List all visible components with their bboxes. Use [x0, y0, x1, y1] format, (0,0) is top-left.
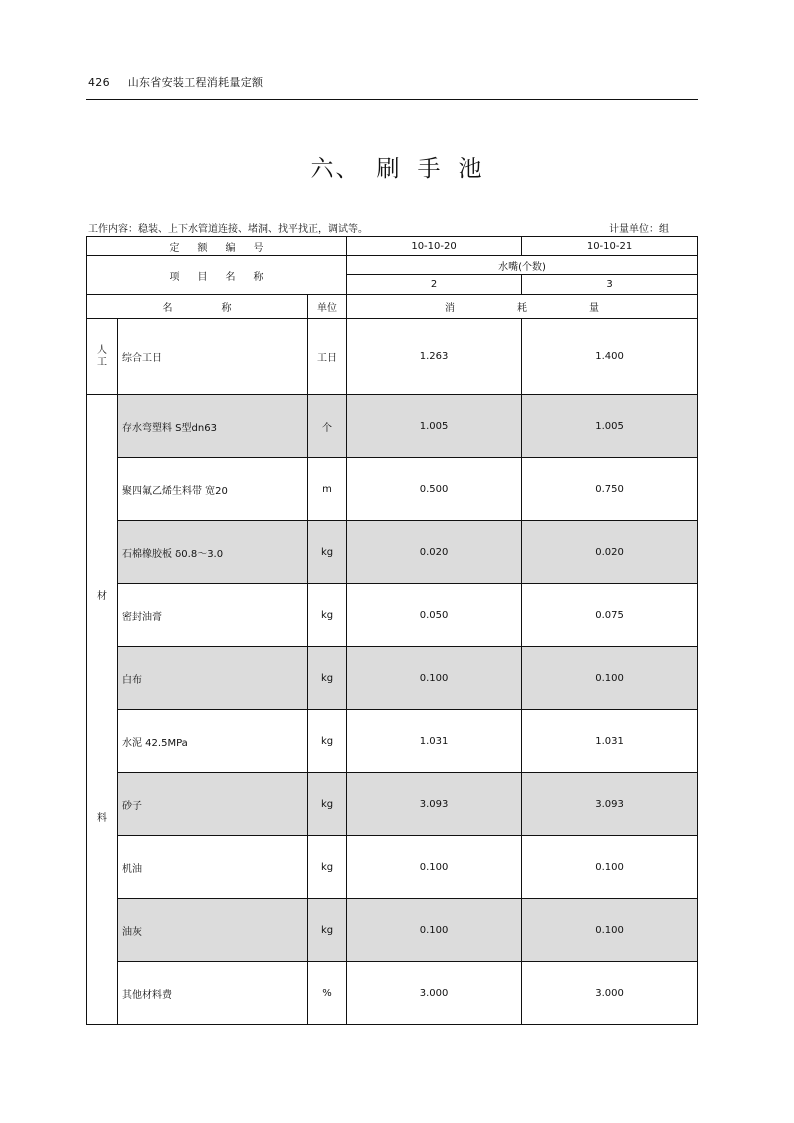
material-value-2: 1.031 — [522, 710, 698, 773]
material-name: 存水弯塑料 S型dn63 — [118, 395, 308, 458]
labor-name: 综合工日 — [118, 319, 308, 395]
material-value-2: 0.750 — [522, 458, 698, 521]
param-label: 水嘴(个数) — [347, 256, 698, 275]
labor-unit: 工日 — [308, 319, 347, 395]
labor-category: 人 工 — [87, 319, 118, 395]
material-value-1: 0.050 — [347, 584, 522, 647]
material-value-1: 1.005 — [347, 395, 522, 458]
table-row — [87, 521, 698, 584]
title-char: 手 — [417, 156, 443, 182]
labor-row — [87, 319, 698, 395]
quota-code-label: 定 额 编 号 — [87, 237, 347, 256]
material-value-2: 0.075 — [522, 584, 698, 647]
material-value-2: 1.005 — [522, 395, 698, 458]
material-value-2: 3.093 — [522, 773, 698, 836]
table-row — [87, 584, 698, 647]
page-number: 426 — [88, 76, 110, 89]
material-value-1: 0.100 — [347, 836, 522, 899]
material-unit: kg — [308, 899, 347, 962]
material-value-1: 0.020 — [347, 521, 522, 584]
material-unit: 个 — [308, 395, 347, 458]
materials-category: 材 料 — [87, 395, 118, 1025]
material-name: 机油 — [118, 836, 308, 899]
material-value-1: 3.093 — [347, 773, 522, 836]
material-name: 其他材料费 — [118, 962, 308, 1025]
material-value-2: 0.020 — [522, 521, 698, 584]
material-unit: % — [308, 962, 347, 1025]
material-unit: kg — [308, 521, 347, 584]
title-char: 池 — [458, 156, 484, 182]
quota-table — [86, 236, 698, 1025]
table-row — [87, 773, 698, 836]
table-row — [87, 899, 698, 962]
material-value-1: 1.031 — [347, 710, 522, 773]
material-name: 砂子 — [118, 773, 308, 836]
material-value-2: 0.100 — [522, 836, 698, 899]
section-title — [0, 150, 794, 183]
material-unit: kg — [308, 836, 347, 899]
unit-of-measure: 计量单位：组 — [609, 224, 669, 235]
material-name: 水泥 42.5MPa — [118, 710, 308, 773]
material-value-1: 0.500 — [347, 458, 522, 521]
quota-code-1: 10-10-20 — [347, 237, 522, 256]
material-unit: kg — [308, 584, 347, 647]
item-name-label: 项 目 名 称 — [87, 256, 347, 295]
quota-code-2: 10-10-21 — [522, 237, 698, 256]
material-unit: kg — [308, 773, 347, 836]
col-unit-header: 单位 — [308, 295, 347, 319]
material-value-2: 0.100 — [522, 899, 698, 962]
material-value-1: 0.100 — [347, 647, 522, 710]
material-unit: kg — [308, 647, 347, 710]
table-row — [87, 458, 698, 521]
material-name: 油灰 — [118, 899, 308, 962]
table-row — [87, 710, 698, 773]
title-prefix: 六、 — [310, 156, 361, 182]
param-value-2: 3 — [522, 275, 698, 295]
material-value-1: 3.000 — [347, 962, 522, 1025]
material-value-2: 3.000 — [522, 962, 698, 1025]
col-consumption-header: 消 耗 量 — [347, 295, 698, 319]
material-name: 白布 — [118, 647, 308, 710]
labor-value-1: 1.263 — [347, 319, 522, 395]
table-row — [87, 962, 698, 1025]
material-unit: m — [308, 458, 347, 521]
material-name: 石棉橡胶板 δ0.8～3.0 — [118, 521, 308, 584]
material-value-2: 0.100 — [522, 647, 698, 710]
table-row — [87, 647, 698, 710]
labor-value-2: 1.400 — [522, 319, 698, 395]
page-header — [88, 74, 263, 90]
col-name-header: 名 称 — [87, 295, 308, 319]
quota-code-row — [87, 237, 698, 256]
material-unit: kg — [308, 710, 347, 773]
material-name: 聚四氟乙烯生料带 宽20 — [118, 458, 308, 521]
title-char: 刷 — [376, 156, 402, 182]
table-row — [87, 836, 698, 899]
work-content: 工作内容：稳装、上下水管道连接、堵洞、找平找正，调试等。 — [88, 224, 368, 235]
material-value-1: 0.100 — [347, 899, 522, 962]
header-rule — [86, 99, 698, 100]
table-row — [87, 395, 698, 458]
material-name: 密封油膏 — [118, 584, 308, 647]
param-label-row — [87, 256, 698, 275]
book-title: 山东省安装工程消耗量定额 — [127, 76, 264, 89]
param-value-1: 2 — [347, 275, 522, 295]
column-header-row — [87, 295, 698, 319]
